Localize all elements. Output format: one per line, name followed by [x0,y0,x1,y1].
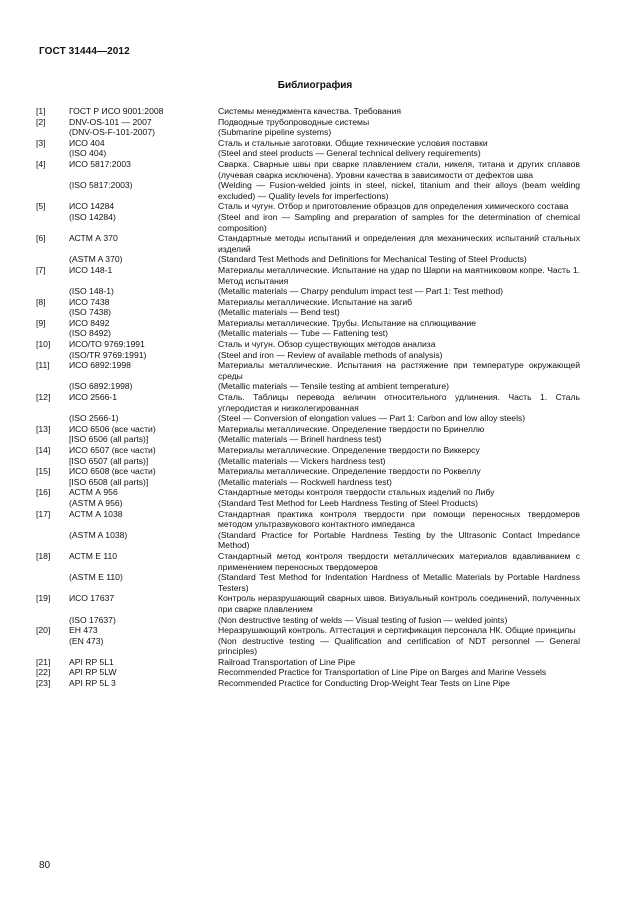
entry-reference: (DNV-OS-F-101-2007) [69,127,155,138]
entry-row [36,201,596,212]
entry-title: Материалы металлические. Испытание на загиб [218,296,413,307]
entry-reference: (ISO 14284) [69,211,116,222]
entry-title: Материалы металлические. Испытания на растяжение при температуре окружающей среды [218,360,580,381]
entry-number: [6] [36,233,46,244]
entry-reference: (ISO 2566-1) [69,413,119,424]
entry-reference: ИСО 14284 [69,201,115,212]
entry-number: [20] [36,625,51,636]
entry-title: Railroad Transportation of Line Pipe [218,656,356,667]
entry-row [36,678,596,689]
entry-row [36,233,596,254]
entry-title: Материалы металлические. Испытание на удар по Шарпи на маятниковом копре. Часть 1. Метод испытания [218,264,580,286]
entry-row [36,212,596,233]
entry-title: (Standard Test Method for Indentation Hardness of Metallic Materials by Portable Hardness Testers) [218,572,580,593]
entry-title: (Steel and iron — Review of available methods of analysis) [218,349,443,360]
entry-row [36,159,596,180]
bibliography-entry [36,509,596,551]
entry-row [36,297,596,308]
entry-reference: API RP 5L1 [69,656,114,667]
entry-reference: (ISO 404) [69,148,107,159]
entry-row [36,328,596,339]
entry-reference: (ISO 7438) [69,307,112,318]
entry-reference: [ISO 6508 (all parts)] [69,476,149,487]
entry-row [36,350,596,361]
entry-row [36,381,596,392]
entry-title: (Steel and steel products — General technical delivery requirements) [218,148,481,159]
entry-title: (Metallic materials — Brinell hardness test) [218,434,382,445]
entry-number: [10] [36,339,51,350]
entry-row [36,667,596,678]
entry-number: [19] [36,593,51,604]
bibliography-entry [36,360,596,392]
entry-row [36,551,596,572]
entry-number: [15] [36,466,51,477]
entry-reference: ИСО 17637 [69,593,115,604]
entry-reference: ЕН 473 [69,625,98,636]
entry-title: Материалы металлические. Определение твердости по Роквеллу [218,466,481,477]
entry-row [36,254,596,265]
entry-reference: API RP 5L 3 [69,678,116,689]
entry-title: Материалы металлические. Определение твердости по Бринеллю [218,423,485,434]
entry-title: Стандартные методы контроля твердости стальных изделий по Либу [218,487,495,498]
entry-row [36,138,596,149]
entry-title: Стандартный метод контроля твердости металлических материалов вдавливанием с применением переносных твердомеров [218,550,580,572]
entry-number: [13] [36,423,51,434]
entry-title: (Metallic materials — Charpy pendulum impact test — Part 1: Test method) [218,286,503,297]
entry-reference: (EN 473) [69,635,104,646]
entry-number: [23] [36,678,51,689]
entry-reference: ИСО 6508 (все части) [69,466,156,477]
entry-reference: (ASTM A 370) [69,254,123,265]
entry-reference: ИСО 148-1 [69,264,113,275]
entry-title: (Metallic materials — Tube — Fattening test) [218,328,389,339]
entry-number: [18] [36,550,51,561]
entry-row [36,318,596,329]
entry-reference: АСТМ Е 110 [69,550,118,561]
entry-title: (Non destructive testing of welds — Visual testing of fusion — welded joints) [218,614,508,625]
entry-title: Recommended Practice for Transportation of Line Pipe on Barges and Marine Vessels [218,667,547,678]
entry-row [36,636,596,657]
bibliography-entry [36,424,596,445]
entry-number: [22] [36,667,51,678]
entry-title: (Standard Test Methods and Definitions for Mechanical Testing of Steel Products) [218,254,527,265]
entry-reference: ИСО 6507 (все части) [69,445,156,455]
bibliography-entry [36,445,596,466]
entry-number: [11] [36,360,50,371]
entry-row [36,509,596,530]
entry-reference: [ISO 6507 (all parts)] [69,455,149,466]
entry-title: Системы менеджмента качества. Требования [218,106,402,116]
entry-number: [16] [36,487,51,498]
entry-reference: (ASTM A 1038) [69,529,128,540]
entry-reference: (ISO/TR 9769:1991) [69,349,147,360]
entry-reference: ИСО 8492 [69,317,110,328]
entry-reference: ИСО/ТО 9769:1991 [69,339,145,350]
entry-reference: (ISO 5817:2003) [69,180,133,191]
page-number: 80 [39,860,51,871]
entry-row [36,593,596,614]
bibliography-entry [36,392,596,424]
entry-reference: ИСО 6892:1998 [69,360,131,371]
entry-title: Неразрушающий контроль. Аттестация и сертификация персонала НК. Общие принципы [218,625,576,636]
entry-title: Материалы металлические. Трубы. Испытание на сплющивание [218,317,477,328]
entry-row [36,487,596,498]
entry-row [36,477,596,488]
bibliography-list [36,106,596,689]
entry-row [36,339,596,350]
bibliography-entry [36,201,596,233]
bibliography-entry [36,678,596,689]
entry-row [36,127,596,138]
entry-title: (Metallic materials — Rockwell hardness test) [218,476,392,487]
entry-title: (Metallic materials — Vickers hardness test) [218,455,386,466]
entry-row [36,434,596,445]
entry-reference: ИСО 7438 [69,296,110,307]
entry-title: Сталь и чугун. Отбор и приготовление образцов для определения химического состава [218,201,569,212]
entry-title: Стандартная практика контроля твердости при помощи переносных твердомеров методом ультразвукового контактного импеданса [218,508,580,530]
bibliography-entry [36,487,596,508]
entry-reference: АСТМ А 370 [69,233,118,244]
entry-row [36,657,596,668]
entry-reference: [ISO 6506 (all parts)] [69,434,149,445]
bibliography-entry [36,159,596,201]
entry-number: [14] [36,445,51,455]
entry-title: Recommended Practice for Conducting Drop-Weight Tear Tests on Line Pipe [218,678,510,689]
entry-row [36,424,596,435]
bibliography-entry [36,265,596,297]
entry-row [36,625,596,636]
entry-reference: ГОСТ Р ИСО 9001:2008 [69,106,164,116]
entry-reference: (ASTM E 110) [69,572,123,583]
entry-title: Контроль неразрушающий сварных швов. Визуальный контроль соединений, полученных при сварке плавлением [218,593,580,614]
entry-number: [7] [36,264,46,275]
entry-row [36,265,596,286]
entry-reference: DNV-OS-101 — 2007 [69,116,152,127]
bibliography-entry [36,551,596,593]
bibliography-entry [36,106,596,117]
bibliography-entry [36,117,596,138]
entry-number: [17] [36,508,51,519]
entry-row [36,307,596,318]
entry-reference: (ISO 17637) [69,614,116,625]
entry-title: (Non destructive testing — Qualification and certification of NDT personnel — General principles) [218,635,580,657]
entry-title: Материалы металлические. Определение твердости по Виккерсу [218,445,480,455]
entry-title: (Steel and iron — Sampling and preparation of samples for the determination of chemical composition) [218,211,580,233]
bibliography-entry [36,593,596,625]
entry-row [36,148,596,159]
entry-title: (Standard Practice for Portable Hardness Testing by the Ultrasonic Contact Impedance Method) [218,529,580,551]
entry-number: [3] [36,137,46,148]
entry-row [36,466,596,477]
entry-row [36,117,596,128]
bibliography-entry [36,339,596,360]
entry-row [36,498,596,509]
entry-title: Подводные трубопроводные системы [218,116,370,127]
entry-number: [5] [36,201,46,212]
entry-title: Сварка. Сварные швы при сварке плавлением стали, никеля, титана и других сплавов (лучевая сварка исключена). Уровни качества в зависимости от дефектов шва [218,158,580,180]
entry-row [36,392,596,413]
entry-number: [12] [36,392,51,403]
entry-reference: API RP 5LW [69,667,117,678]
bibliography-entry [36,233,596,265]
entry-row [36,530,596,551]
entry-reference: ИСО 5817:2003 [69,158,131,169]
entry-number: [2] [36,116,46,127]
entry-reference: ИСО 404 [69,137,105,148]
entry-row [36,106,596,117]
bibliography-entry [36,625,596,657]
entry-title: Стандартные методы испытаний и определения для механических испытаний стальных изделий [218,233,580,254]
entry-reference: АСТМ А 956 [69,487,118,498]
entry-title: Сталь и чугун. Обзор существующих методов анализа [218,339,436,350]
entry-number: [9] [36,317,46,328]
entry-row [36,360,596,381]
document-header: ГОСТ 31444—2012 [39,46,130,57]
bibliography-entry [36,297,596,318]
entry-reference: ИСО 2566-1 [69,392,118,403]
entry-title: (Submarine pipeline systems) [218,127,332,138]
entry-reference: ИСО 6506 (все части) [69,423,156,434]
entry-row [36,413,596,424]
entry-title: Сталь. Таблицы перевода величин относительного удлинения. Часть 1. Сталь углеродистая и низколегированная [218,392,580,413]
entry-title: (Steel — Conversion of elongation values — Part 1: Carbon and low alloy steels) [218,413,526,424]
bibliography-title: Библиография [277,80,353,91]
entry-title: (Metallic materials — Bend test) [218,307,340,318]
entry-number: [4] [36,158,46,169]
entry-row [36,180,596,201]
bibliography-entry [36,138,596,159]
entry-number: [1] [36,106,46,116]
entry-row [36,286,596,297]
entry-row [36,615,596,626]
entry-reference: (ISO 148-1) [69,286,114,297]
entry-row [36,572,596,593]
bibliography-entry [36,466,596,487]
entry-reference: АСТМ А 1038 [69,508,123,519]
bibliography-entry [36,318,596,339]
bibliography-entry [36,667,596,678]
entry-number: [8] [36,296,46,307]
entry-number: [21] [36,656,51,667]
bibliography-entry [36,657,596,668]
entry-title: (Welding — Fusion-welded joints in steel, nickel, titanium and their alloys (beam welding excluded) — Quality levels for imperfections) [218,180,580,201]
entry-reference: (ASTM A 956) [69,497,123,508]
entry-row [36,456,596,467]
entry-reference: (ISO 6892:1998) [69,381,133,392]
entry-title: (Metallic materials — Tensile testing at ambient temperature) [218,381,450,392]
entry-title: Сталь и стальные заготовки. Общие технические условия поставки [218,137,488,148]
entry-row [36,445,596,456]
entry-title: (Standard Test Method for Leeb Hardness Testing of Steel Products) [218,497,479,508]
entry-reference: (ISO 8492) [69,328,112,339]
